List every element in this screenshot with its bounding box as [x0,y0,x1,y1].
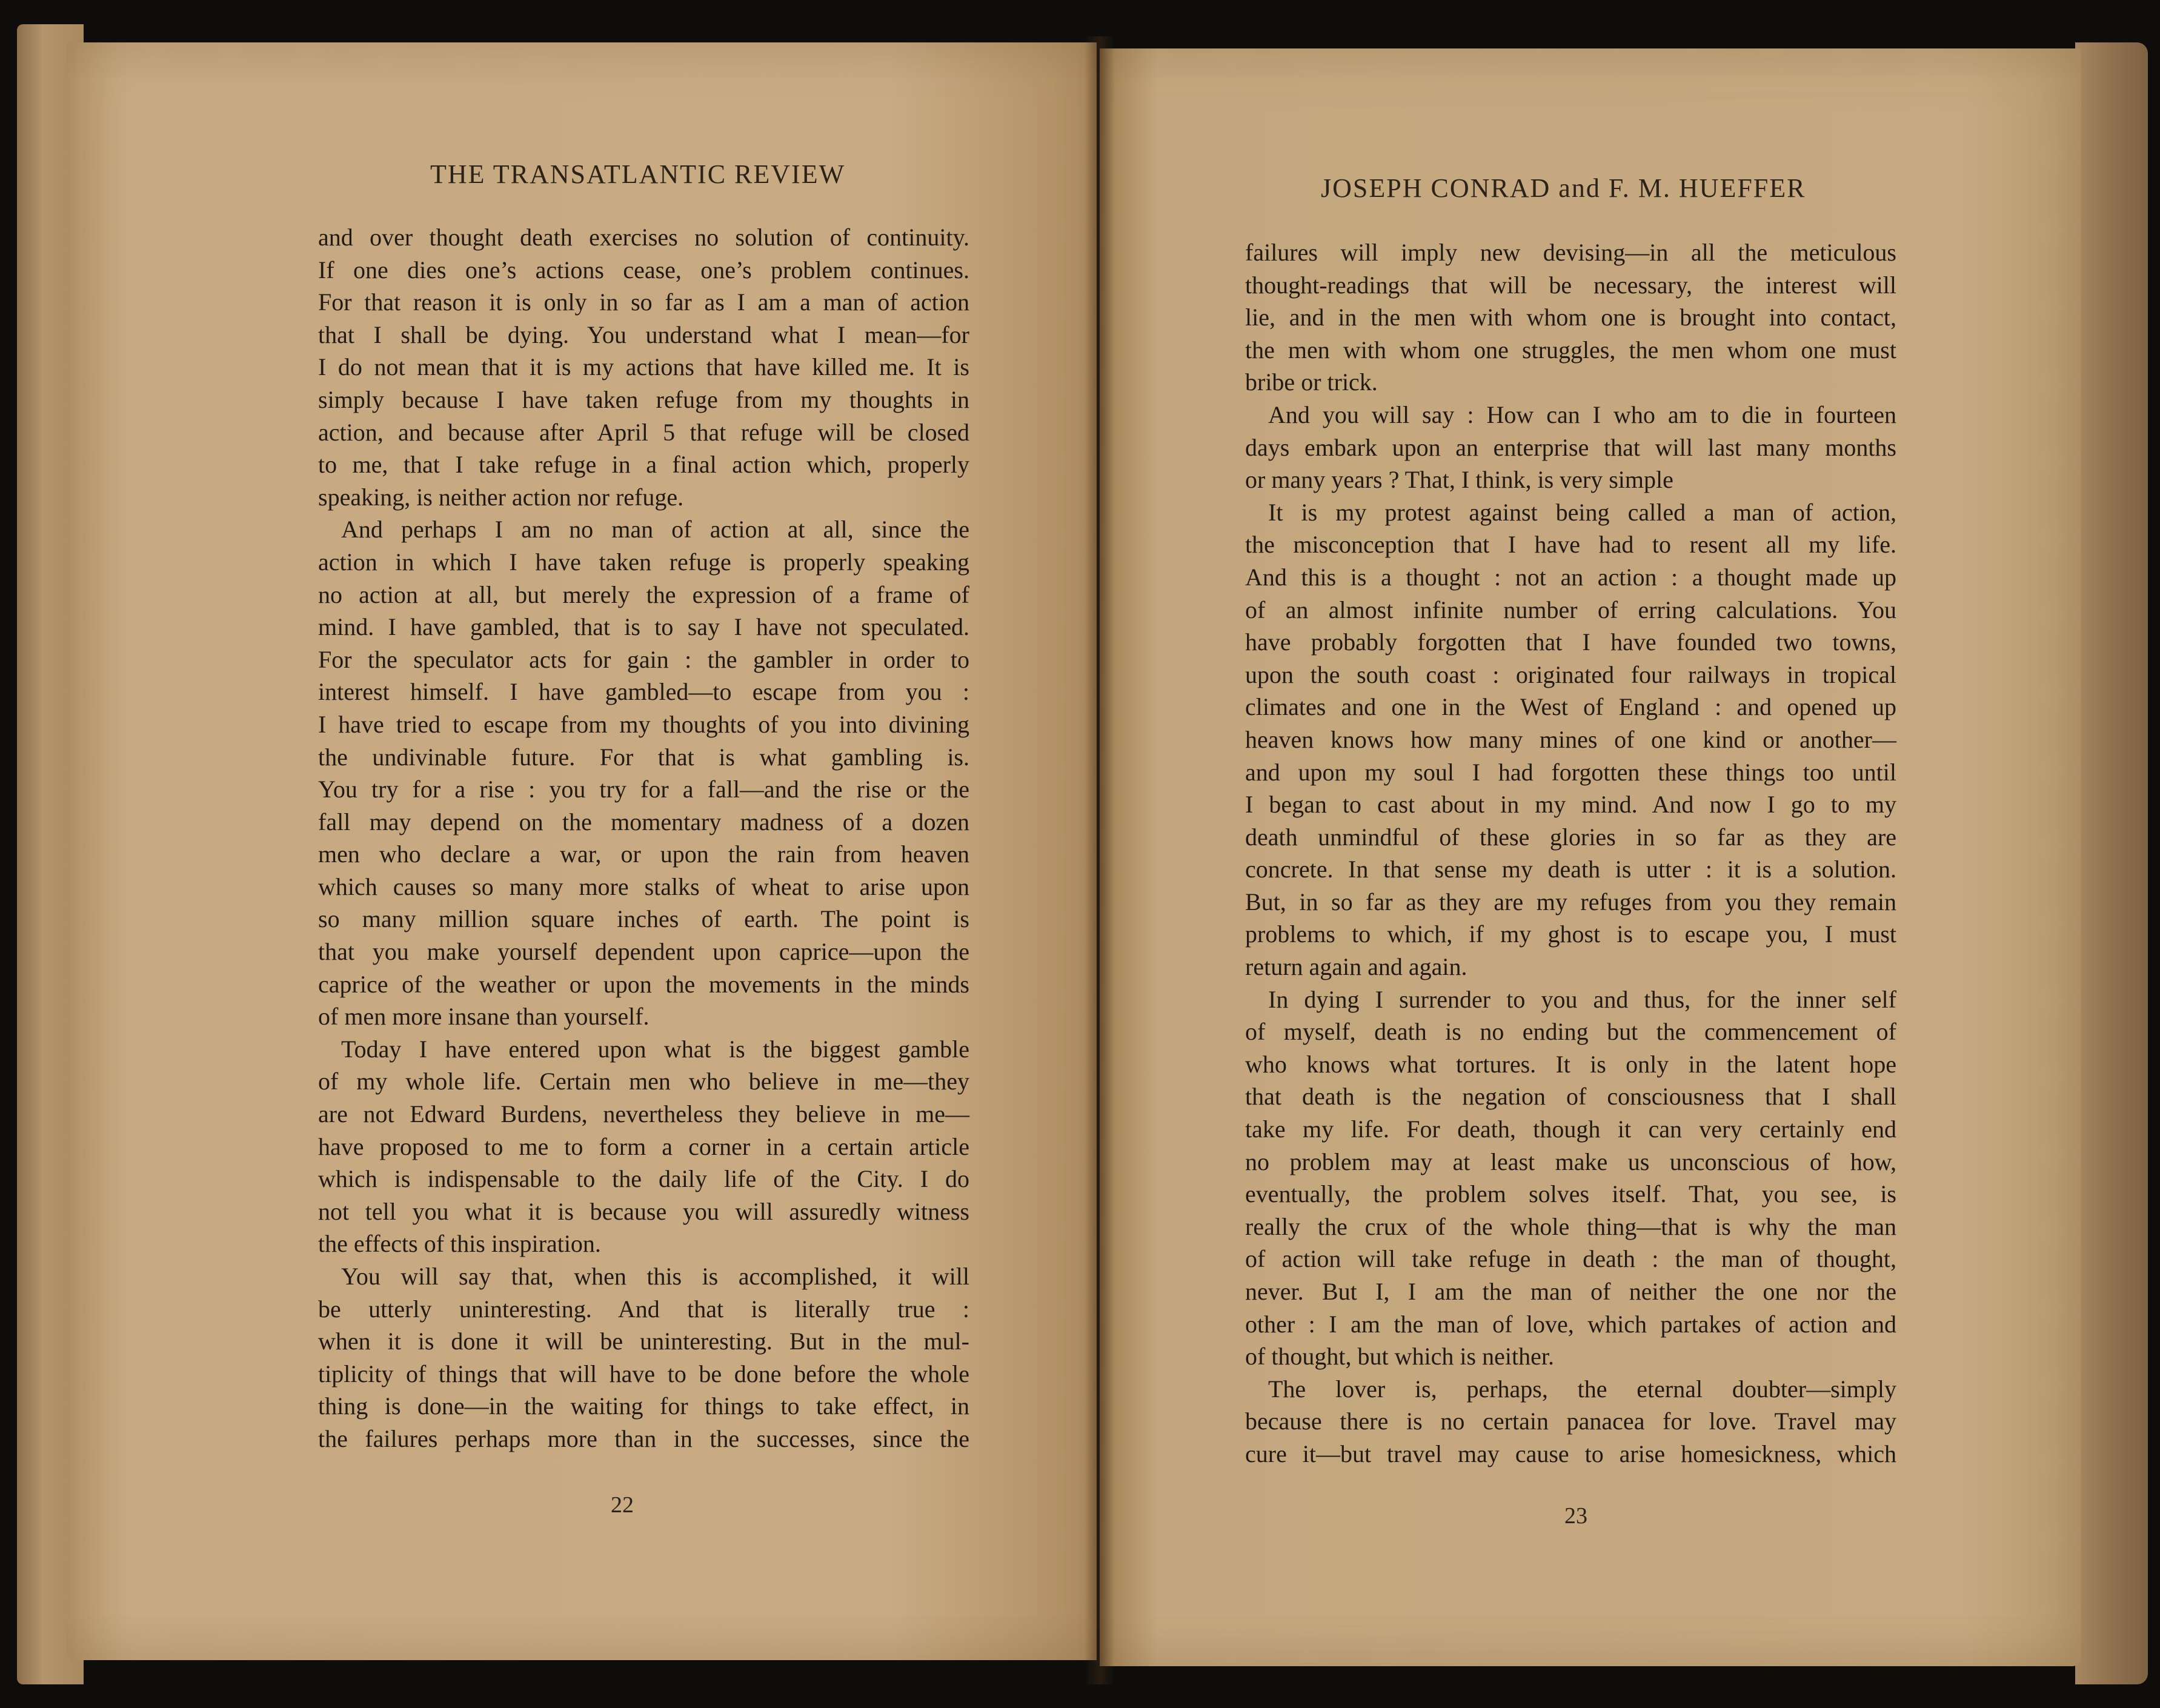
text-line: the failures perhaps more than in the successes, since the [318,1424,969,1452]
text-line: action in which I have taken refuge is properly speaking [318,548,969,576]
text-line: take my life. For death, though it can very certainly end [1245,1115,1896,1143]
text-line: simply because I have taken refuge from my thoughts in [318,385,969,413]
text-line: Today I have entered upon what is the biggest gamble [341,1035,969,1063]
right-page-edges [2075,42,2148,1684]
text-line: have proposed to me to form a corner in a certain article [318,1132,969,1160]
text-line: when it is done it will be uninteresting. But in the mul- [318,1328,969,1355]
text-line: fall may depend on the momentary madness of a dozen [318,808,969,836]
text-line: I began to cast about in my mind. And now I go to my [1245,791,1896,819]
text-line: thought-readings that will be necessary, the interest will [1245,271,1896,299]
text-line: problems to which, if my ghost is to escape you, I must [1245,920,1896,948]
text-line: lie, and in the men with whom one is brought into contact, [1245,304,1896,331]
left-running-head: THE TRANSATLANTIC REVIEW [430,159,846,189]
text-line: You will say that, when this is accomplished, it will [341,1263,969,1290]
right-body-text [1245,236,1896,1470]
text-line: For that reason it is only in so far as I am a man of action [318,288,969,316]
text-line: the men with whom one struggles, the men whom one must [1245,336,1896,364]
text-line: who knows what tortures. It is only in the latent hope [1245,1050,1896,1078]
text-line: speaking, is neither action nor refuge. [318,483,684,511]
text-line: heaven knows how many mines of one kind or another— [1245,725,1896,753]
text-line: upon the south coast : originated four railways in tropical [1245,660,1896,688]
text-line: caprice of the weather or upon the movements in the minds [318,970,969,998]
text-line: action, and because after April 5 that refuge will be closed [318,418,969,446]
text-line: not tell you what it is because you will assuredly witness [318,1197,969,1225]
text-line: return again and again. [1245,953,1467,981]
text-line: eventually, the problem solves itself. That, you see, is [1245,1180,1896,1208]
text-line: The lover is, perhaps, the eternal doubter—simply [1268,1375,1896,1403]
text-line: the misconception that I have had to resent all my life. [1245,531,1896,559]
left-page-number: 22 [611,1492,634,1518]
text-line: But, in so far as they are my refuges from you they remain [1245,888,1896,915]
text-line: thing is done—in the waiting for things to take effect, in [318,1392,969,1420]
text-line: that you make yourself dependent upon caprice—upon the [318,938,969,966]
text-line: which is indispensable to the daily life of the City. I do [318,1165,969,1193]
text-line: of an almost infinite number of erring calculations. You [1245,596,1896,623]
text-line: of action will take refuge in death : the man of thought, [1245,1245,1896,1273]
right-running-head: JOSEPH CONRAD and F. M. HUEFFER [1321,173,1806,203]
text-line: no problem may at least make us unconscious of how, [1245,1148,1896,1175]
text-line: which causes so many more stalks of wheat to arise upon [318,872,969,900]
text-line: concrete. In that sense my death is utter : it is a solution. [1245,856,1896,883]
book-gutter [1085,36,1115,1684]
text-line: In dying I surrender to you and thus, for the inner self [1268,985,1896,1013]
text-line: that I shall be dying. You understand what I mean—for [318,321,969,348]
text-line: other : I am the man of love, which partakes of action and [1245,1310,1896,1338]
text-line: You try for a rise : you try for a fall—and the rise or the [318,776,969,803]
text-line: of thought, but which is neither. [1245,1343,1554,1371]
text-line: of myself, death is no ending but the commencement of [1245,1018,1896,1046]
text-line: be utterly uninteresting. And that is literally true : [318,1295,969,1323]
text-line: I have tried to escape from my thoughts of you into divining [318,710,969,738]
text-line: death unmindful of these glories in so far as they are [1245,823,1896,851]
text-line: If one dies one’s actions cease, one’s problem continues. [318,256,969,284]
text-line: or many years ? That, I think, is very simple [1245,466,1673,494]
text-line: It is my protest against being called a man of action, [1268,498,1896,526]
text-line: men who declare a war, or upon the rain from heaven [318,840,969,868]
text-line: I do not mean that it is my actions that have killed me. It is [318,353,969,381]
text-line: tiplicity of things that will have to be done before the whole [318,1360,969,1387]
left-body-text [318,221,969,1455]
right-page-number: 23 [1564,1503,1587,1529]
text-line: And perhaps I am no man of action at all, since the [341,516,969,543]
text-line: days embark upon an enterprise that will last many months [1245,433,1896,461]
text-line: are not Edward Burdens, nevertheless they believe in me— [318,1100,969,1128]
text-line: the undivinable future. For that is what gambling is. [318,743,969,771]
text-line: because there is no certain panacea for love. Travel may [1245,1407,1896,1435]
text-line: climates and one in the West of England : and opened up [1245,693,1896,721]
text-line: bribe or trick. [1245,368,1378,396]
text-line: of men more insane than yourself. [318,1003,650,1031]
text-line: mind. I have gambled, that is to say I have not speculated. [318,613,969,641]
text-line: really the crux of the whole thing—that is why the man [1245,1212,1896,1240]
text-line: no action at all, but merely the expression of a frame of [318,580,969,608]
text-line: of my whole life. Certain men who believe in me—they [318,1068,969,1095]
text-line: and over thought death exercises no solution of continuity. [318,224,969,251]
text-line: that death is the negation of consciousness that I shall [1245,1083,1896,1111]
text-line: never. But I, I am the man of neither the one nor the [1245,1278,1896,1305]
text-line: have probably forgotten that I have founded two towns, [1245,628,1896,656]
text-line: interest himself. I have gambled—to escape from you : [318,678,969,706]
text-line: so many million square inches of earth. The point is [318,905,969,933]
text-line: For the speculator acts for gain : the gambler in order to [318,645,969,673]
text-line: to me, that I take refuge in a final action which, properly [318,451,969,479]
text-line: And this is a thought : not an action : a thought made up [1245,563,1896,591]
text-line: failures will imply new devising—in all the meticulous [1245,239,1896,266]
text-line: And you will say : How can I who am to die in fourteen [1268,400,1896,428]
text-line: cure it—but travel may cause to arise homesickness, which [1245,1440,1896,1467]
text-line: the effects of this inspiration. [318,1230,601,1258]
text-line: and upon my soul I had forgotten these things too until [1245,758,1896,786]
